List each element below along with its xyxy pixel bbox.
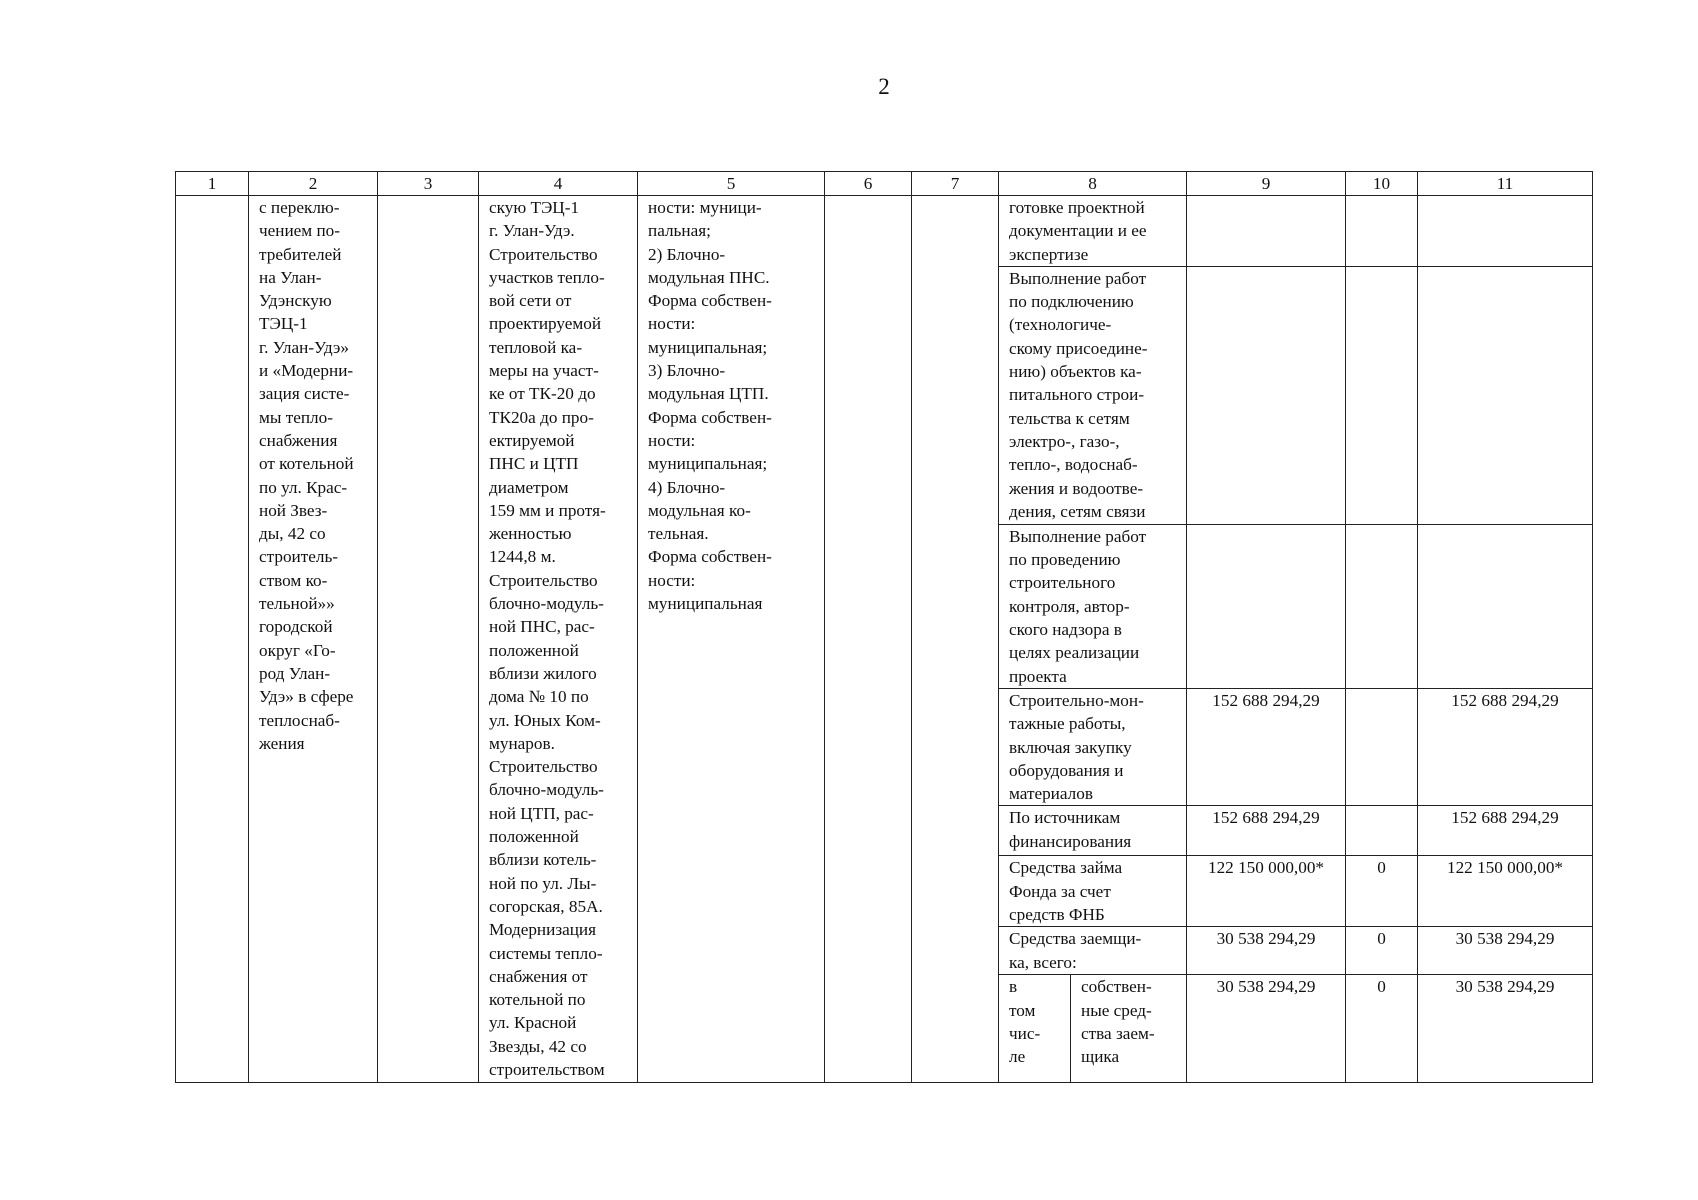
value-col-9: 152 688 294,29 <box>1187 688 1346 805</box>
header-cell: 7 <box>912 172 999 196</box>
header-cell: 2 <box>249 172 378 196</box>
value-col-11 <box>1418 196 1593 267</box>
value-col-11: 152 688 294,29 <box>1418 688 1593 805</box>
table-row <box>176 196 1593 267</box>
row-label: Средства займа Фонда за счет средств ФНБ <box>999 856 1187 927</box>
col-4-cell: скую ТЭЦ-1 г. Улан-Удэ. Строительство участков тепло- вой сети от проектируемой тепловой ка- меры на участ- ке от ТК-20 до ТК20а до про- ектируемой ПНС и ЦТП диаметром 159 мм и протя- женностью 1244,8 м. Строительство блочно-модуль- ной ПНС, рас- положенной вблизи жилого дома № 10 по ул. Юных Ком- мунаров. Строительство блочно-модуль- ной ЦТП, рас- положенной вблизи котель- ной по ул. Лы- согорская, 85А. Модернизация системы тепло- снабжения от котельной по ул. Красной Звезды, 42 со строительством <box>479 196 638 1083</box>
row-prefix: в том чис- ле <box>999 975 1071 1083</box>
page-number: 2 <box>878 74 890 99</box>
value-col-9 <box>1187 524 1346 688</box>
row-label: Выполнение работ по проведению строительного контроля, автор- ского надзора в целях реализации проекта <box>999 524 1187 688</box>
value-col-10 <box>1346 688 1418 805</box>
value-col-10 <box>1346 196 1418 267</box>
header-cell: 4 <box>479 172 638 196</box>
header-cell: 9 <box>1187 172 1346 196</box>
value-col-11: 122 150 000,00* <box>1418 856 1593 927</box>
col-2-cell: с переклю- чением по- требителей на Улан- Удэнскую ТЭЦ-1 г. Улан-Удэ» и «Модерни- зация систе- мы тепло- снабжения от котельной по ул. Крас- ной Звез- ды, 42 со строитель- ством ко- тельной»» городской округ «Го- род Улан- Удэ» в сфере теплоснаб- жения <box>249 196 378 1083</box>
row-label: По источникам финансирования <box>999 806 1187 856</box>
value-col-9 <box>1187 266 1346 524</box>
value-col-9 <box>1187 196 1346 267</box>
data-table <box>175 171 1593 1083</box>
value-col-10 <box>1346 266 1418 524</box>
header-row <box>176 172 1593 196</box>
value-col-11: 152 688 294,29 <box>1418 806 1593 856</box>
row-label: Строительно-мон- тажные работы, включая закупку оборудования и материалов <box>999 688 1187 805</box>
col-5-cell: ности: муници- пальная; 2) Блочно- модульная ПНС. Форма собствен- ности: муниципальная; 3) Блочно- модульная ЦТП. Форма собствен- ности: муниципальная; 4) Блочно- модульная ко- тельная. Форма собствен- ности: муниципальная <box>638 196 825 1083</box>
row-label: Выполнение работ по подключению (технологиче- скому присоедине- нию) объектов ка- питального строи- тельства к сетям электро-, газо-, тепло-, водоснаб- жения и водоотве- дения, сетям связи <box>999 266 1187 524</box>
value-col-9: 30 538 294,29 <box>1187 975 1346 1083</box>
header-cell: 3 <box>378 172 479 196</box>
value-col-11: 30 538 294,29 <box>1418 927 1593 975</box>
value-col-10: 0 <box>1346 856 1418 927</box>
row-label: собствен- ные сред- ства заем- щика <box>1071 975 1187 1083</box>
value-col-10 <box>1346 806 1418 856</box>
header-cell: 6 <box>825 172 912 196</box>
col-6-cell <box>825 196 912 1083</box>
header-cell: 8 <box>999 172 1187 196</box>
header-cell: 11 <box>1418 172 1593 196</box>
header-cell: 10 <box>1346 172 1418 196</box>
header-cell: 5 <box>638 172 825 196</box>
value-col-11 <box>1418 524 1593 688</box>
value-col-11: 30 538 294,29 <box>1418 975 1593 1083</box>
row-label: готовке проектной документации и ее экспертизе <box>999 196 1187 267</box>
header-cell: 1 <box>176 172 249 196</box>
value-col-10: 0 <box>1346 975 1418 1083</box>
value-col-10 <box>1346 524 1418 688</box>
col-3-cell <box>378 196 479 1083</box>
value-col-10: 0 <box>1346 927 1418 975</box>
col-7-cell <box>912 196 999 1083</box>
col-1-cell <box>176 196 249 1083</box>
value-col-9: 122 150 000,00* <box>1187 856 1346 927</box>
value-col-9: 152 688 294,29 <box>1187 806 1346 856</box>
row-label: Средства заемщи- ка, всего: <box>999 927 1187 975</box>
value-col-9: 30 538 294,29 <box>1187 927 1346 975</box>
value-col-11 <box>1418 266 1593 524</box>
